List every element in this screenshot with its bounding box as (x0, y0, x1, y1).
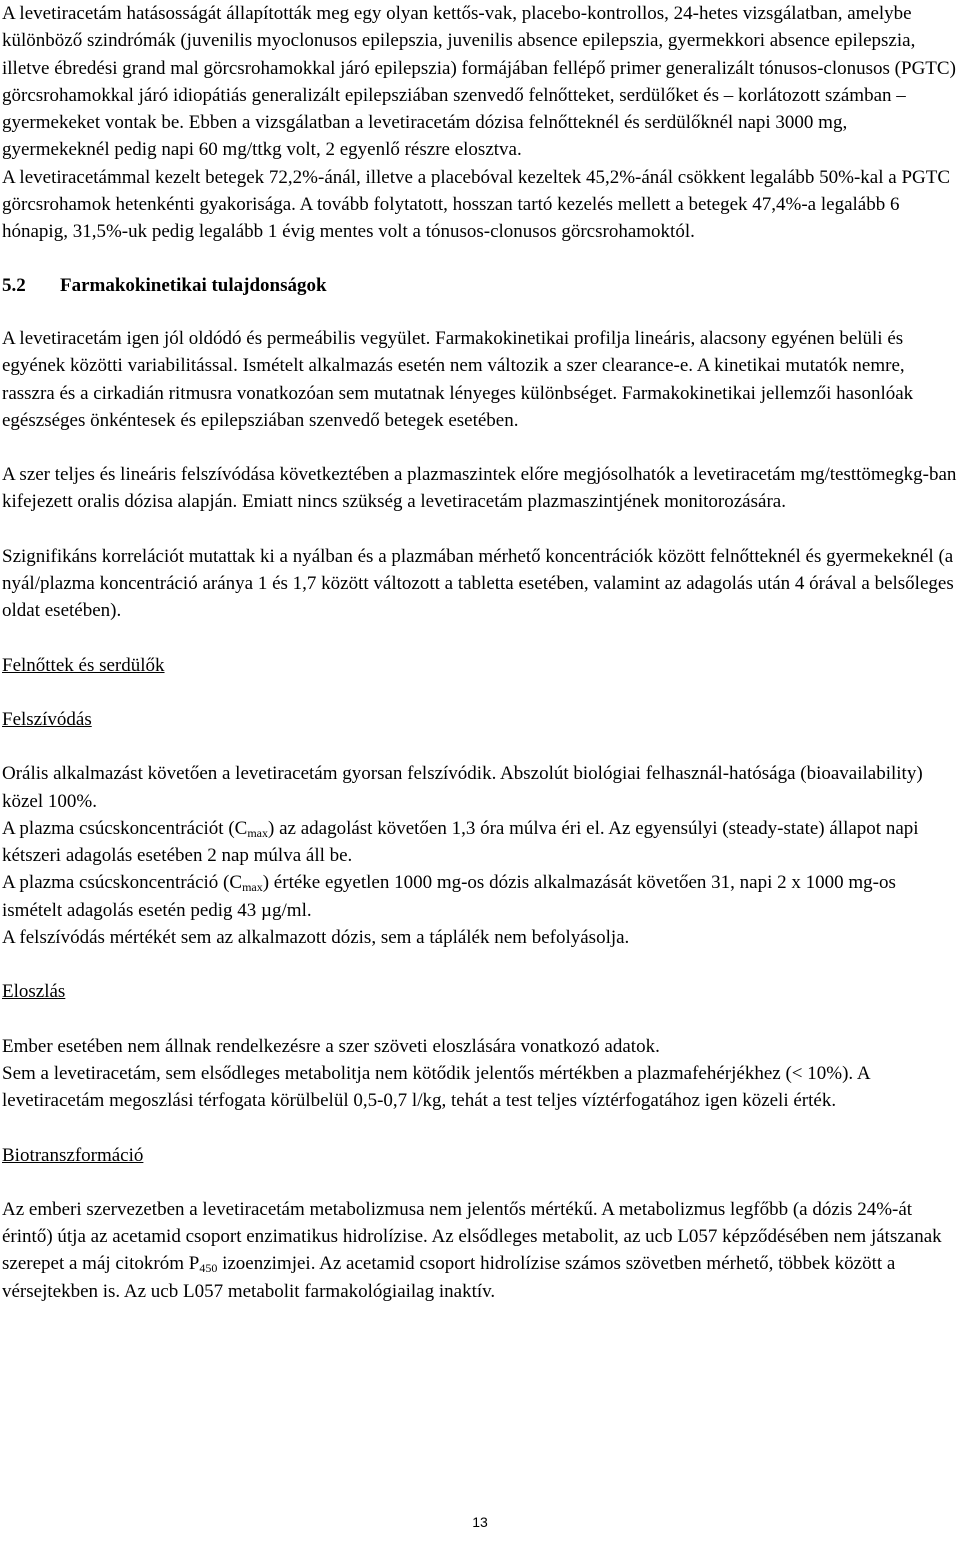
section-number: 5.2 (2, 274, 26, 296)
pk-paragraph-3: Szignifikáns korrelációt mutattak ki a nyálban és a plazmában mérhető koncentrációk között felnőtteknél és gyermekeknél (a nyál/plazma koncentráció aránya 1 és 1,7 között változott a tabletta esetében, valamint az adagolás után 4 órával a belsőleges oldat esetében). (2, 545, 954, 622)
absorption-line-2-pre: A plazma csúcskoncentrációt (C (2, 817, 248, 839)
biotransformation-post: izoenzimjei. Az acetamid csoport hidrolízise számos szövetben mérhető, többek között a vérsejtekben is. Az ucb L057 metabolit farmakológiailag inaktív. (2, 1253, 896, 1302)
section-heading (2, 272, 957, 299)
absorption-line-1: Orális alkalmazást követően a levetiracetám gyorsan felszívódik. Abszolút biológiai felhasznál-hatósága (bioavailability) közel 100%. (2, 763, 923, 812)
biotransformation-pre: Az emberi szervezetben a levetiracetám metabolizmusa nem jelentős mértékű. A metabolizmus legfőbb (a dózis 24%-át érintő) útja az acetamid csoport enzimatikus hidrolízise. Az elsődleges metabolit, az ucb L057 képződésében nem játszanak szerepet a máj citokróm P (2, 1198, 942, 1275)
subheading-adults: Felnőttek és serdülők (2, 654, 165, 676)
biotransformation-paragraph (2, 1196, 957, 1305)
intro-paragraph-2: A levetiracetámmal kezelt betegek 72,2%-ánál, illetve a placebóval kezeltek 45,2%-ánál csökkent legalább 50%-kal a PGTC görcsrohamok hetenkénti gyakorisága. A tovább folytatott, hosszan tartó kezelés mellett a betegek 47,4%-a legalább 6 hónapig, 31,5%-uk pedig legalább 1 évig mentes volt a tónusos-clonusos görcsrohamoktól. (2, 166, 951, 243)
absorption-line-2-post: ) az adagolást követően 1,3 óra múlva éri el. Az egyensúlyi (steady-state) állapot napi kétszeri adagolás esetében 2 nap múlva áll be. (2, 817, 919, 867)
subheading-absorption: Felszívódás (2, 708, 92, 730)
subheading-distribution: Eloszlás (2, 981, 66, 1003)
pk-paragraph-2: A szer teljes és lineáris felszívódása következtében a plazmaszintek előre megjósolhatók a levetiracetám mg/testtömegkg-ban kifejezett oralis dózisa alapján. Emiatt nincs szükség a levetiracetám plazmaszintjének monitorozására. (2, 464, 957, 513)
absorption-line-3-pre: A plazma csúcskoncentráció (C (2, 872, 243, 894)
section-title: Farmakokinetikai tulajdonságok (60, 274, 327, 296)
absorption-line-3-post: ) értéke egyetlen 1000 mg-os dózis alkalmazását követően 31, napi 2 x 1000 mg-os ismételt adagolás esetén pedig 43 µg/ml. (2, 872, 896, 921)
absorption-line-2 (2, 815, 957, 870)
pk-paragraph-1: A levetiracetám igen jól oldódó és permeábilis vegyület. Farmakokinetikai profilja lineáris, alacsony egyénen belüli és egyének közötti variabilitással. Ismételt alkalmazás esetén nem változik a szer clearance-e. A kinetikai mutatók nemre, rasszra és a cirkadián ritmusra vonatkozóan sem mutatnak lényeges különbséget. Farmakokinetikai jellemzői hasonlóak egészséges önkéntesek és epilepsziában szenvedő betegek esetében. (2, 327, 914, 431)
page-number: 13 (472, 1514, 488, 1530)
intro-paragraph-1: A levetiracetám hatásosságát állapították meg egy olyan kettős-vak, placebo-kontrollos, 24-hetes vizsgálatban, amelybe különböző szindrómák (juvenilis myoclonusos epilepszia, juvenilis absence epilepszia, gyermekkori absence epilepszia, illetve ébredési grand mal görcsrohamokkal járó epilepszia) formájában fellépő primer generalizált tónusos-clonusos (PGTC) görcsrohamokkal járó idiopátiás generalizált epilepsziában szenvedő felnőtteket, serdülőket és – korlátozott számban – gyermekeket vontak be. Ebben a vizsgálatban a levetiracetám dózisa felnőtteknél és serdülőknél napi 3000 mg, gyermekeknél pedig napi 60 mg/ttkg volt, 2 egyenlő részre elosztva. (2, 3, 956, 161)
document-page (2, 0, 957, 1305)
distribution-line-2: Sem a levetiracetám, sem elsődleges metabolitja nem kötődik jelentős mértékben a plazmafehérjékhez (< 10%). A levetiracetám megoszlási térfogata körülbelül 0,5-0,7 l/kg, tehát a test teljes víztérfogatához igen közeli érték. (2, 1062, 870, 1112)
subheading-biotransformation: Biotranszformáció (2, 1144, 144, 1166)
absorption-line-3 (2, 869, 957, 924)
absorption-line-4: A felszívódás mértékét sem az alkalmazott dózis, sem a táplálék nem befolyásolja. (2, 927, 630, 949)
cmax-subscript: max (247, 825, 269, 840)
p450-subscript: 450 (199, 1261, 218, 1276)
cmax-subscript: max (242, 880, 263, 895)
distribution-line-1: Ember esetében nem állnak rendelkezésre a szer szöveti eloszlására vonatkozó adatok. (2, 1035, 660, 1057)
